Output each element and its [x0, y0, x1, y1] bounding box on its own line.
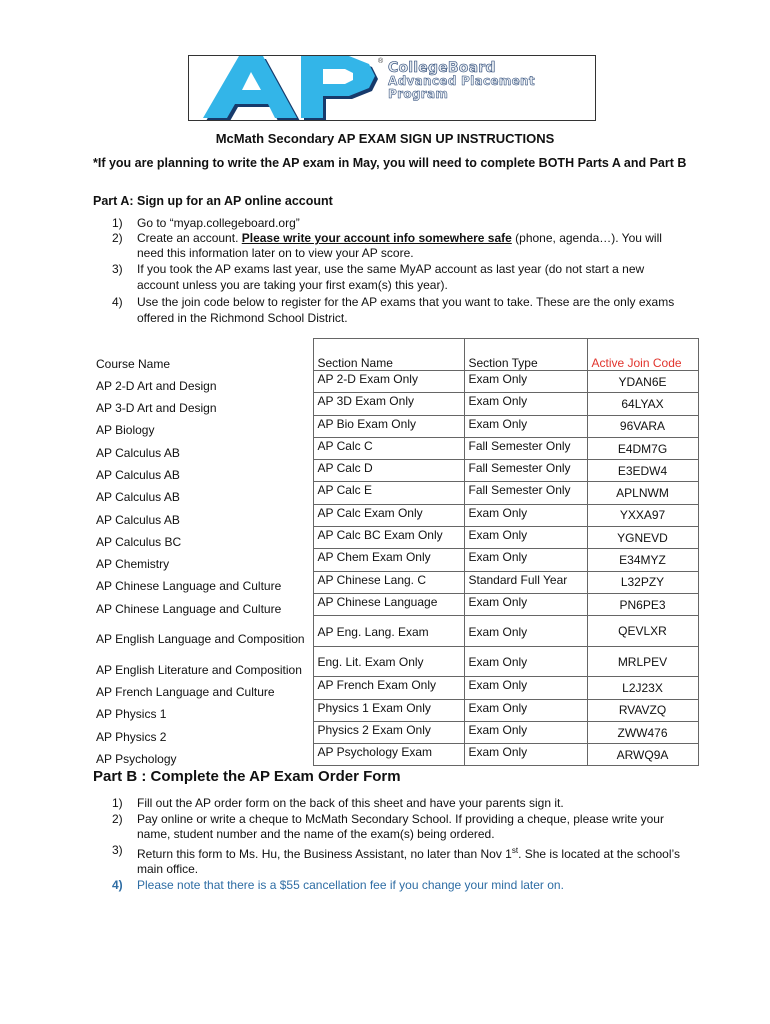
ap-logo-mark-icon [189, 56, 389, 121]
join-code-cell: 64LYAX [587, 393, 698, 415]
section-type-cell: Standard Full Year [464, 571, 587, 593]
join-code-table [88, 338, 699, 766]
table-row [88, 593, 698, 615]
join-code-cell: QEVLXR [587, 616, 698, 647]
section-type-cell: Exam Only [464, 393, 587, 415]
logo-line-1: Advanced Placement [388, 74, 535, 88]
list-item: 1) Go to “myap.collegeboard.org” [112, 216, 300, 230]
section-type-cell: Exam Only [464, 593, 587, 615]
section-type-cell: Exam Only [464, 721, 587, 743]
logo-text [388, 62, 535, 101]
course-name-cell: AP Calculus BC [88, 527, 313, 549]
join-code-cell: YXXA97 [587, 504, 698, 526]
col-header-section: Section Name [313, 339, 464, 371]
join-code-cell: E34MYZ [587, 549, 698, 571]
course-name-cell: AP Biology [88, 415, 313, 437]
list-item: 2) Pay online or write a cheque to McMath Secondary School. If providing a cheque, please write your name, student number and the name of the exam(s) being ordered. [112, 811, 664, 841]
logo-line-2: Program [388, 87, 449, 101]
table-row [88, 571, 698, 593]
table-row [88, 721, 698, 743]
join-code-cell: 96VARA [587, 415, 698, 437]
course-name-cell: AP Chemistry [88, 549, 313, 571]
join-code-cell: E4DM7G [587, 437, 698, 459]
registered-mark: ® [378, 58, 384, 65]
course-name-cell: AP 2-D Art and Design [88, 371, 313, 393]
section-name-cell: AP Calc E [313, 482, 464, 504]
table-header-row [88, 339, 698, 371]
table-row [88, 504, 698, 526]
section-name-cell: AP Eng. Lang. Exam [313, 616, 464, 647]
table-row [88, 549, 698, 571]
part-b-heading: Part B : Complete the AP Exam Order Form [93, 768, 401, 785]
join-code-cell: MRLPEV [587, 646, 698, 677]
section-type-cell: Exam Only [464, 504, 587, 526]
join-code-cell: ARWQ9A [587, 744, 698, 766]
section-name-cell: Physics 2 Exam Only [313, 721, 464, 743]
section-type-cell: Fall Semester Only [464, 482, 587, 504]
table-row [88, 415, 698, 437]
section-type-cell: Exam Only [464, 677, 587, 699]
course-name-cell: AP Chinese Language and Culture [88, 593, 313, 615]
col-header-course: Course Name [88, 339, 313, 371]
part-a-heading: Part A: Sign up for an AP online account [93, 194, 333, 208]
section-type-cell: Fall Semester Only [464, 437, 587, 459]
join-code-cell: YGNEVD [587, 527, 698, 549]
section-type-cell: Exam Only [464, 616, 587, 647]
table-row [88, 460, 698, 482]
part-a-steps [112, 216, 687, 326]
list-item: 4) Use the join code below to register for the AP exams that you want to take. These are the only exams offered in the Richmond School District. [112, 295, 675, 325]
join-code-cell: ZWW476 [587, 721, 698, 743]
join-code-cell: RVAVZQ [587, 699, 698, 721]
logo-brand: CollegeBoard [388, 60, 496, 76]
page-title: McMath Secondary AP EXAM SIGN UP INSTRUCTIONS [215, 131, 555, 146]
section-type-cell: Exam Only [464, 699, 587, 721]
list-item: 3) If you took the AP exams last year, use the same MyAP account as last year (do not start a new account unless you are taking your first exam(s) this year). [112, 262, 645, 292]
table-row [88, 393, 698, 415]
join-code-cell: YDAN6E [587, 371, 698, 393]
join-code-cell: L2J23X [587, 677, 698, 699]
section-name-cell: AP Calc BC Exam Only [313, 527, 464, 549]
section-name-cell: AP Calc D [313, 460, 464, 482]
section-type-cell: Fall Semester Only [464, 460, 587, 482]
course-name-cell: AP Calculus AB [88, 504, 313, 526]
course-name-cell: AP Physics 1 [88, 699, 313, 721]
section-type-cell: Exam Only [464, 549, 587, 571]
table-row [88, 527, 698, 549]
table-row [88, 646, 698, 677]
section-name-cell: AP 2-D Exam Only [313, 371, 464, 393]
section-name-cell: AP 3D Exam Only [313, 393, 464, 415]
table-row [88, 371, 698, 393]
course-name-cell: AP English Language and Composition [88, 616, 313, 647]
section-type-cell: Exam Only [464, 646, 587, 677]
join-code-cell: PN6PE3 [587, 593, 698, 615]
list-item: 1) Fill out the AP order form on the back of this sheet and have your parents sign it. [112, 796, 564, 810]
course-name-cell: AP Physics 2 [88, 721, 313, 743]
col-header-type: Section Type [464, 339, 587, 371]
join-code-cell: APLNWM [587, 482, 698, 504]
join-code-cell: L32PZY [587, 571, 698, 593]
join-code-cell: E3EDW4 [587, 460, 698, 482]
list-item: 2) Create an account. Please write your account info somewhere safe (phone, agenda…). You will need this information later on to view your AP score. [112, 231, 662, 260]
course-name-cell: AP Calculus AB [88, 460, 313, 482]
course-name-cell: AP Psychology [88, 744, 313, 766]
course-name-cell: AP Calculus AB [88, 482, 313, 504]
section-type-cell: Exam Only [464, 527, 587, 549]
table-row [88, 744, 698, 766]
section-type-cell: Exam Only [464, 744, 587, 766]
section-name-cell: AP Calc Exam Only [313, 504, 464, 526]
account-info-emphasis: Please write your account info somewhere safe [241, 231, 512, 245]
part-b-steps [112, 796, 687, 893]
section-name-cell: Physics 1 Exam Only [313, 699, 464, 721]
table-row [88, 616, 698, 647]
course-name-cell: AP 3-D Art and Design [88, 393, 313, 415]
table-row [88, 482, 698, 504]
list-item: 3) Return this form to Ms. Hu, the Business Assistant, no later than Nov 1st. She is located at the school’s main office. [112, 842, 680, 876]
section-name-cell: AP Chinese Lang. C [313, 571, 464, 593]
course-name-cell: AP English Literature and Composition [88, 646, 313, 677]
section-name-cell: AP Psychology Exam [313, 744, 464, 766]
section-name-cell: AP Chinese Language [313, 593, 464, 615]
course-name-cell: AP Calculus AB [88, 437, 313, 459]
course-name-cell: AP Chinese Language and Culture [88, 571, 313, 593]
table-row [88, 677, 698, 699]
section-name-cell: Eng. Lit. Exam Only [313, 646, 464, 677]
section-name-cell: AP Chem Exam Only [313, 549, 464, 571]
section-type-cell: Exam Only [464, 371, 587, 393]
ap-collegeboard-logo [188, 55, 596, 121]
table-row [88, 437, 698, 459]
section-name-cell: AP Bio Exam Only [313, 415, 464, 437]
intro-note: *If you are planning to write the AP exam in May, you will need to complete BOTH Parts A and Part B [93, 156, 687, 170]
course-name-cell: AP French Language and Culture [88, 677, 313, 699]
section-name-cell: AP French Exam Only [313, 677, 464, 699]
section-type-cell: Exam Only [464, 415, 587, 437]
table-row [88, 699, 698, 721]
section-name-cell: AP Calc C [313, 437, 464, 459]
cancellation-fee-note: 4) Please note that there is a $55 cancellation fee if you change your mind later on. [112, 877, 564, 892]
col-header-join-code: Active Join Code [587, 339, 698, 371]
